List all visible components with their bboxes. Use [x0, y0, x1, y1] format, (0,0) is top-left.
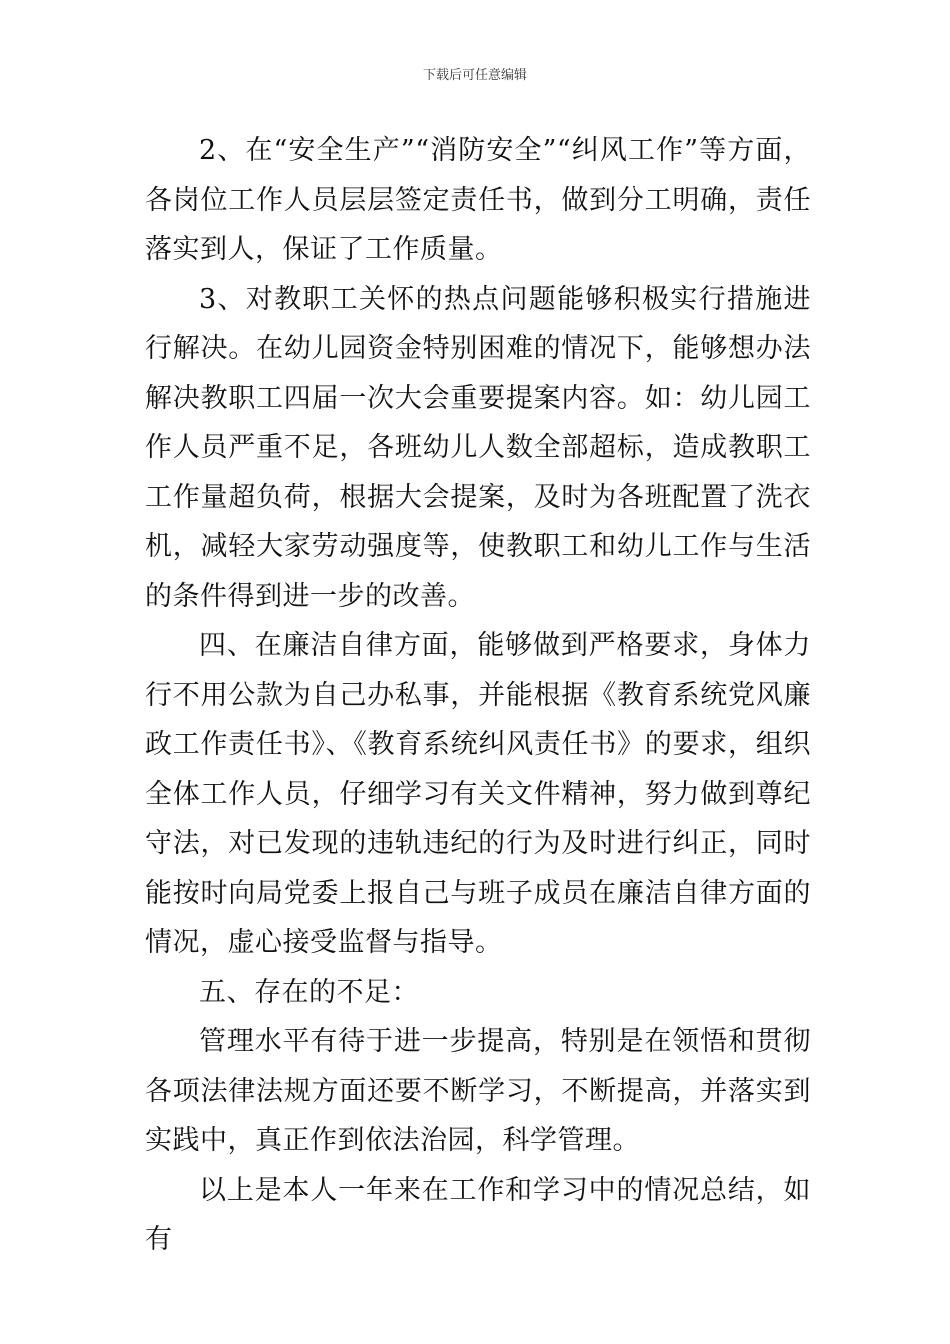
paragraph-staff-care: 3、对教职工关怀的热点问题能够积极实行措施进行解决。在幼儿园资金特别困难的情况下，能够想办法解决教职工四届一次大会重要提案内容。如：幼儿园工作人员严重不足，各班幼儿人数全部超标，造成教职工工作量超负荷，根据大会提案，及时为各班配置了洗衣机，减轻大家劳动强度等，使教职工和幼儿工作与生活的条件得到进一步的改善。 [145, 283, 811, 612]
page-header: 下载后可任意编辑 [422, 68, 527, 83]
paragraph-management-improvement: 管理水平有待于进一步提高，特别是在领悟和贯彻各项法律法规方面还要不断学习，不断提高，并落实到实践中，真正作到依法治园，科学管理。 [145, 1026, 811, 1156]
paragraph-integrity: 四、在廉洁自律方面，能够做到严格要求，身体力行不用公款为自己办私事，并能根据《教育系统党风廉政工作责任书》、《教育系统纠风责任书》的要求，组织全体工作人员，仔细学习有关文件精神，努力做到尊纪守法，对已发现的违轨违纪的行为及时进行纠正，同时能按时向局党委上报自己与班子成员在廉洁自律方面的情况，虚心接受监督与指导。 [145, 630, 811, 958]
paragraph-summary: 以上是本人一年来在工作和学习中的情况总结，如有 [145, 1174, 811, 1255]
paragraph-safety-responsibility: 2、在“安全生产”“消防安全”“纠风工作”等方面，各岗位工作人员层层签定责任书，做到分工明确，责任落实到人，保证了工作质量。 [145, 135, 811, 265]
paragraph-shortcomings-heading: 五、存在的不足： [199, 976, 419, 1008]
document-body [145, 126, 811, 1265]
